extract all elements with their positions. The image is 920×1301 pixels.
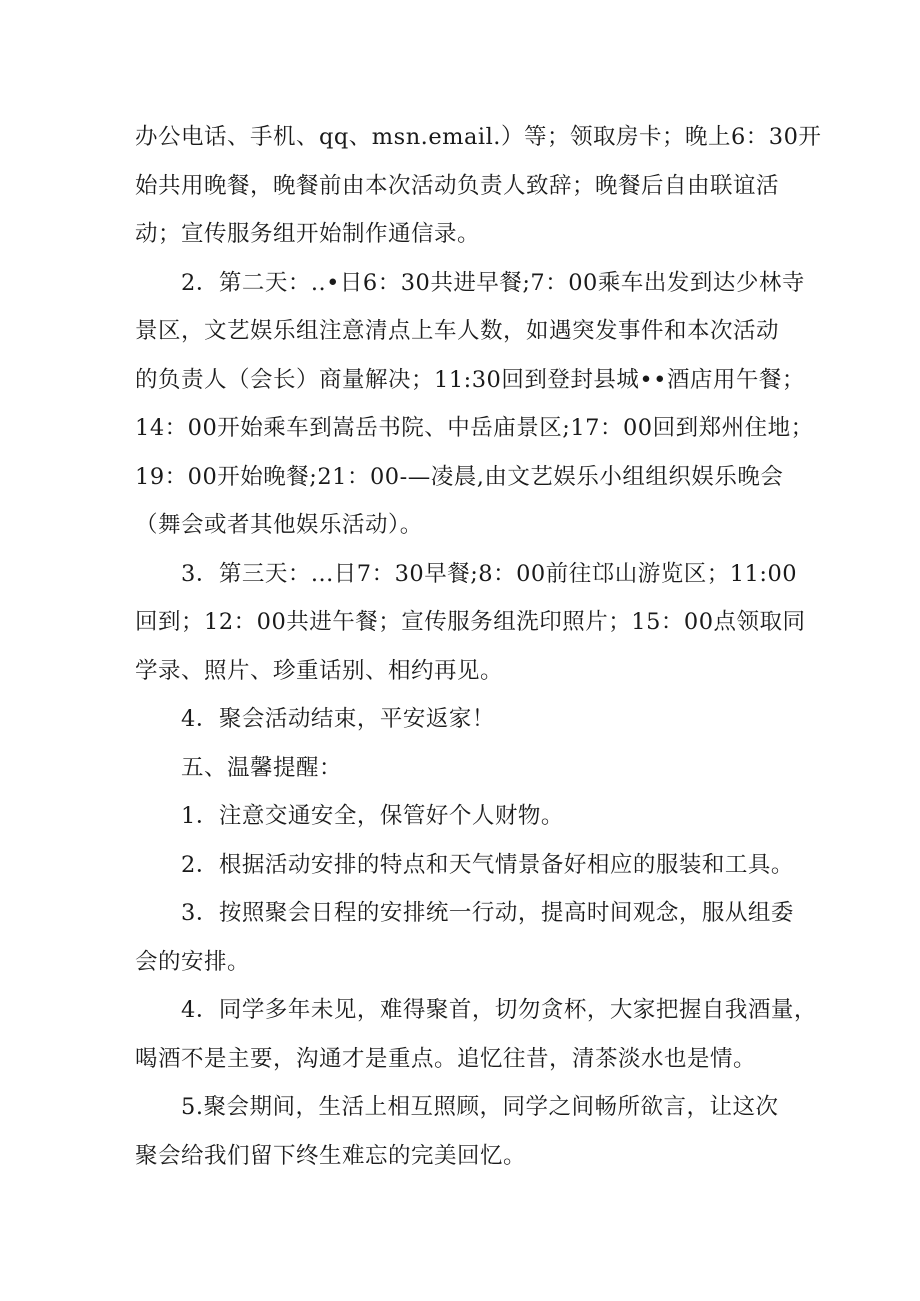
reminder-item-4 — [135, 986, 817, 1083]
text-line: 4．聚会活动结束，平安返家！ — [181, 706, 495, 732]
text-line: 2．根据活动安排的特点和天气情景备好相应的服装和工具。 — [181, 851, 794, 878]
text-line: 始共用晚餐，晚餐前由本次活动负责人致辞；晚餐后自由联谊活 — [135, 172, 780, 199]
paragraph-day-three — [135, 550, 806, 696]
reminder-item-5 — [135, 1083, 795, 1180]
text-line: 14：00开始乘车到嵩岳书院、中岳庙景区;17：00回到郑州住地； — [135, 415, 814, 441]
text-line: 5.聚会期间，生活上相互照顾，同学之间畅所欲言，让这次 — [181, 1094, 779, 1120]
reminder-item-2 — [135, 841, 795, 890]
reminder-item-3 — [135, 889, 795, 986]
text-line: 3．第三天：...日7：30早餐;8：00前往邙山游览区；11:00 — [181, 560, 798, 587]
section-title: 五、温馨提醒： — [181, 754, 343, 781]
section-heading-reminders — [135, 744, 795, 793]
text-line: 办公电话、手机、qq、msn.email.）等；领取房卡；晚上6：30开 — [135, 124, 822, 150]
text-line: 19：00开始晚餐;21：00-—凌晨,由文艺娱乐小组组织娱乐晚会 — [135, 463, 784, 490]
text-line: 的负责人（会长）商量解决；11:30回到登封县城••酒店用午餐； — [135, 366, 805, 393]
text-line: 1．注意交通安全，保管好个人财物。 — [181, 803, 564, 829]
text-line: 会的安排。 — [135, 948, 251, 975]
text-line: 3．按照聚会日程的安排统一行动，提高时间观念，服从组委 — [181, 900, 794, 926]
paragraph-day-two — [135, 259, 814, 550]
text-line: 2．第二天：..•日6：30共进早餐;7：00乘车出发到达少林寺 — [181, 269, 805, 296]
paragraph-registration-continued — [135, 113, 822, 259]
document-body — [135, 113, 822, 1180]
text-line: 聚会给我们留下终生难忘的完美回忆。 — [135, 1142, 527, 1169]
reminder-item-1 — [135, 792, 795, 841]
text-line: 动；宣传服务组开始制作通信录。 — [135, 221, 481, 247]
text-line: 学录、照片、珍重话别、相约再见。 — [135, 657, 504, 684]
text-line: 景区，文艺娱乐组注意清点上车人数，如遇突发事件和本次活动 — [135, 318, 780, 344]
text-line: （舞会或者其他娱乐活动）。 — [135, 512, 423, 538]
text-line: 回到；12：00共进午餐；宣传服务组洗印照片；15：00点领取同 — [135, 609, 806, 635]
text-line: 4．同学多年未见，难得聚首，切勿贪杯，大家把握自我酒量， — [181, 997, 817, 1023]
text-line: 喝酒不是主要，沟通才是重点。追忆往昔，清茶淡水也是情。 — [135, 1045, 757, 1072]
paragraph-event-end — [135, 695, 795, 744]
